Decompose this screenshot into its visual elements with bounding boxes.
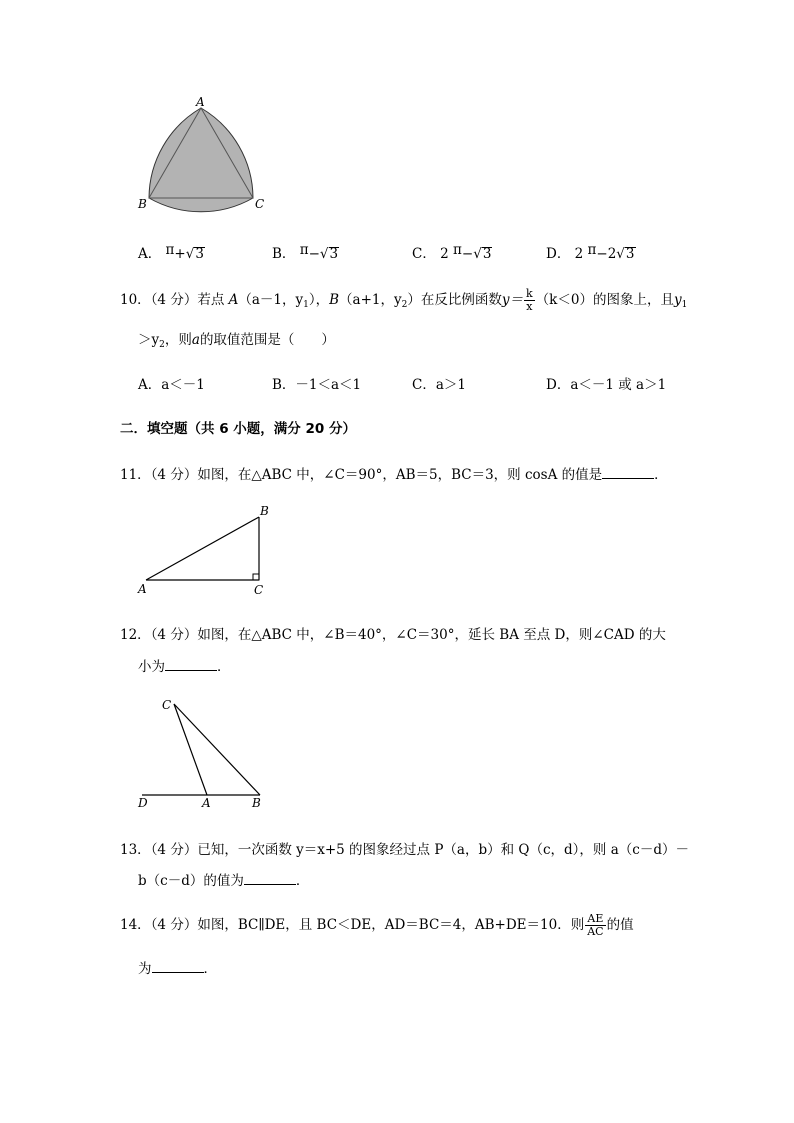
punct: ． [295, 873, 310, 889]
denominator: AC [587, 925, 604, 938]
q10-text: 若点 [197, 292, 225, 308]
point-a: A [228, 292, 239, 308]
q14-line2 [138, 957, 217, 977]
subscript: 1 [303, 300, 309, 310]
subscript: 2 [159, 340, 165, 350]
question-number: 10． [120, 292, 151, 308]
answer-blank[interactable] [165, 660, 217, 671]
radicand: 3 [195, 246, 204, 262]
q14-line1 [120, 913, 634, 938]
function-expr: y＝ [501, 292, 523, 308]
q10-text: ）在反比例函数 [407, 292, 502, 308]
subscript: 1 [681, 300, 688, 310]
label-D: D [138, 796, 148, 810]
denominator: x [526, 300, 533, 313]
reuleaux-shape [149, 108, 253, 212]
question-number: 13． [120, 842, 151, 858]
side-ca [174, 704, 207, 795]
q12-text: 小为 [138, 659, 165, 675]
sqrt-symbol: √ [185, 246, 195, 262]
q14-text: 如图，BC∥DE，且 BC＜DE，AD＝BC＝4，AB+DE＝10．则 [197, 917, 585, 933]
option-text: a＞1 [435, 377, 466, 393]
label-B: B [260, 504, 269, 518]
q12-line1 [120, 623, 666, 643]
option-text: a＜－1 或 a＞1 [570, 377, 667, 393]
option-letter: D． [546, 246, 571, 262]
pi-symbol: π [453, 242, 462, 258]
label-C: C [162, 698, 172, 712]
pi-symbol: π [587, 242, 597, 258]
option-letter: C． [412, 377, 436, 393]
side-cb [174, 704, 260, 795]
q10-text: ，则 [164, 332, 192, 348]
punct: ． [654, 467, 668, 483]
option-text: a＜－1 [161, 377, 205, 393]
q12-text: 如图，在△ABC 中，∠B＝40°，∠C＝30°，延长 BA 至点 D，则∠CAD 的大 [197, 627, 666, 643]
side-ab [146, 517, 259, 580]
q10-option-b[interactable] [272, 373, 361, 393]
numerator: AE [585, 913, 605, 926]
coord-a: （a－1，y [238, 292, 304, 308]
option-letter: B． [272, 246, 296, 262]
right-angle-mark [253, 574, 259, 580]
question-score: （4 分） [150, 917, 198, 933]
punct: ． [217, 659, 231, 675]
numerator: k [526, 287, 533, 300]
q10-text: ＞y [138, 332, 160, 348]
radicand: 3 [625, 246, 635, 262]
question-number: 11． [120, 467, 151, 483]
question-score: （4 分） [150, 292, 198, 308]
label-B: B [138, 197, 147, 211]
question-score: （4 分） [150, 627, 198, 643]
q9-option-c[interactable] [412, 242, 492, 262]
option-letter: A． [138, 246, 162, 262]
q12-triangle-figure [132, 692, 282, 812]
answer-blank[interactable] [152, 962, 204, 973]
operator: + [174, 246, 186, 262]
q10-option-a[interactable] [138, 373, 205, 393]
q11-text: 如图，在△ABC 中，∠C＝90°，AB＝5，BC＝3，则 cosA 的值是 [197, 467, 603, 483]
option-letter: B． [272, 377, 296, 393]
q13-line2 [138, 869, 309, 889]
operator: −2 [596, 246, 617, 262]
label-C: C [254, 583, 264, 597]
fraction-k-over-x [524, 288, 535, 313]
pi-symbol: π [165, 242, 175, 258]
label-B: B [252, 796, 261, 810]
question-score: （4 分） [150, 842, 198, 858]
option-letter: D． [546, 377, 571, 393]
q9-option-a[interactable] [138, 242, 205, 262]
pi-symbol: π [299, 242, 309, 258]
punct: ）， [308, 292, 330, 308]
point-b: B [329, 292, 340, 308]
q13-text: 已知，一次函数 y＝x+5 的图象经过点 P（a，b）和 Q（c，d），则 a（c－d）－ [197, 842, 689, 858]
variable-y: y [673, 292, 682, 308]
option-text: －1＜a＜1 [295, 377, 362, 393]
q10-option-c[interactable] [412, 373, 466, 393]
question-score: （4 分） [150, 467, 198, 483]
coefficient: 2 [574, 246, 584, 262]
q13-line1 [120, 838, 689, 858]
q10-condition: （k＜0）的图象上，且 [535, 292, 674, 308]
fraction-ae-over-ac [585, 913, 605, 938]
label-A: A [138, 582, 147, 596]
sqrt-symbol: √ [473, 246, 482, 262]
section-heading: 二．填空题（共 6 小题，满分 20 分） [120, 421, 356, 437]
q14-text: 为 [138, 961, 152, 977]
q13-text: b（c－d）的值为 [138, 873, 244, 889]
sqrt-symbol: √ [319, 246, 329, 262]
q9-option-d[interactable] [546, 242, 636, 262]
answer-blank[interactable] [602, 468, 654, 479]
label-A: A [196, 95, 205, 109]
option-letter: C． [412, 246, 436, 262]
punct: ． [203, 961, 217, 977]
subscript: 2 [401, 300, 408, 310]
radicand: 3 [482, 246, 492, 262]
option-letter: A． [138, 377, 162, 393]
question-number: 12． [120, 627, 151, 643]
q10-line1 [120, 288, 687, 313]
q11-line1 [120, 463, 668, 483]
q11-right-triangle-figure [132, 500, 282, 600]
q10-option-d[interactable] [546, 373, 666, 393]
radicand: 3 [329, 246, 339, 262]
operator: − [461, 246, 474, 262]
operator: − [308, 246, 320, 262]
q10-text: 的取值范围是（ ） [199, 332, 335, 348]
sqrt-symbol: √ [616, 246, 625, 262]
reuleaux-triangle-figure [130, 92, 280, 217]
label-A: A [202, 796, 211, 810]
q9-option-b[interactable] [272, 242, 339, 262]
coord-b: （a+1，y [339, 292, 402, 308]
label-C: C [255, 197, 265, 211]
variable-a: a [191, 332, 200, 348]
q14-text: 的值 [606, 917, 634, 933]
answer-blank[interactable] [244, 874, 296, 885]
q12-line2 [138, 655, 231, 675]
q10-line2 [138, 328, 335, 350]
question-number: 14． [120, 917, 151, 933]
coefficient: 2 [440, 246, 449, 262]
